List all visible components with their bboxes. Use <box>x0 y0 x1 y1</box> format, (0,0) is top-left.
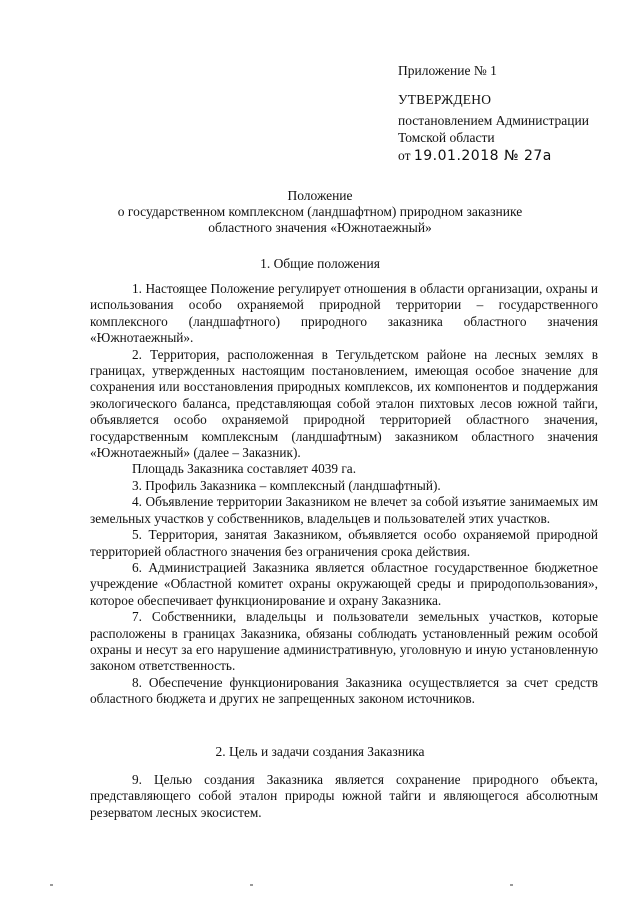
scan-artifacts <box>40 884 600 890</box>
section-heading-general: 1. Общие положения <box>260 256 380 271</box>
paragraph: 4. Объявление территории Заказником не влечет за собой изъятие занимаемых им земельных участков у собственников, владельцев и пользователей этих участков. <box>90 494 598 526</box>
paragraph: 8. Обеспечение функционирования Заказника осуществляется за счет средств областного бюджета и других не запрещенных законом источников. <box>90 674 598 707</box>
title-line-1: Положение <box>287 188 353 203</box>
approved-by-line: постановлением Администрации <box>398 113 589 128</box>
document-title <box>90 188 550 236</box>
paragraph: 7. Собственники, владельцы и пользователи земельных участков, которые расположены в границах Заказника, обязаны соблюдать установленный режим особой охраны и несут за его нарушение административную, уголовную и иную установленную законом ответственность. <box>90 609 598 674</box>
approved-by-region: Томской области <box>398 130 495 145</box>
paragraph: Площадь Заказника составляет 4039 га. <box>132 461 357 477</box>
paragraph: 2. Территория, расположенная в Тегульдетском районе на лесных землях в границах, утвержденных настоящим постановлением, имеющая особое значение для сохранения или восстановления природных комплексов, их компонентов и поддержания экологического баланса, представляющая собой эталон пихтовых лесов южной тайги, объявляется особо охраняемой природной территорией областного значения, государственным комплексным (ландшафтным) заказником областного значения «Южнотаежный» (далее – Заказник). <box>90 346 598 461</box>
scan-mark <box>510 884 513 886</box>
date-stamp: 19.01.2018 № 27а <box>413 148 552 164</box>
date-prefix: от <box>398 148 411 163</box>
title-line-2: о государственном комплексном (ландшафтном) природном заказнике <box>117 204 523 219</box>
section-heading-goals: 2. Цель и задачи создания Заказника <box>215 744 425 759</box>
title-line-3: областного значения «Южнотаежный» <box>208 220 432 235</box>
paragraph: 6. Администрацией Заказника является областное государственное бюджетное учреждение «Областной комитет охраны окружающей среды и природопользования», которое обеспечивает функционирование и охрану Заказника. <box>90 559 598 608</box>
approved-label: УТВЕРЖДЕНО <box>398 92 492 107</box>
paragraph: 3. Профиль Заказника – комплексный (ландшафтный). <box>132 477 441 493</box>
scan-mark <box>50 884 53 886</box>
paragraph: 1. Настоящее Положение регулирует отношения в области организации, охраны и использования особо охраняемой природной территории – государственного комплексного (ландшафтного) природного заказника областного значения «Южнотаежный». <box>90 281 598 346</box>
paragraph: 5. Территория, занятая Заказником, объявляется особо охраняемой природной территорией областного значения без ограничения срока действия. <box>90 527 598 559</box>
annex-label: Приложение № 1 <box>398 63 497 78</box>
scan-mark <box>250 884 253 886</box>
approval-block <box>398 62 628 166</box>
paragraph: 9. Целью создания Заказника является сохранение природного объекта, представляющего собой эталон природы южной тайги и являющегося абсолютным резерватом лесных экосистем. <box>90 772 598 820</box>
section-body-goals <box>90 772 598 821</box>
section-body-general <box>90 281 598 708</box>
approval-date-line <box>398 146 628 166</box>
